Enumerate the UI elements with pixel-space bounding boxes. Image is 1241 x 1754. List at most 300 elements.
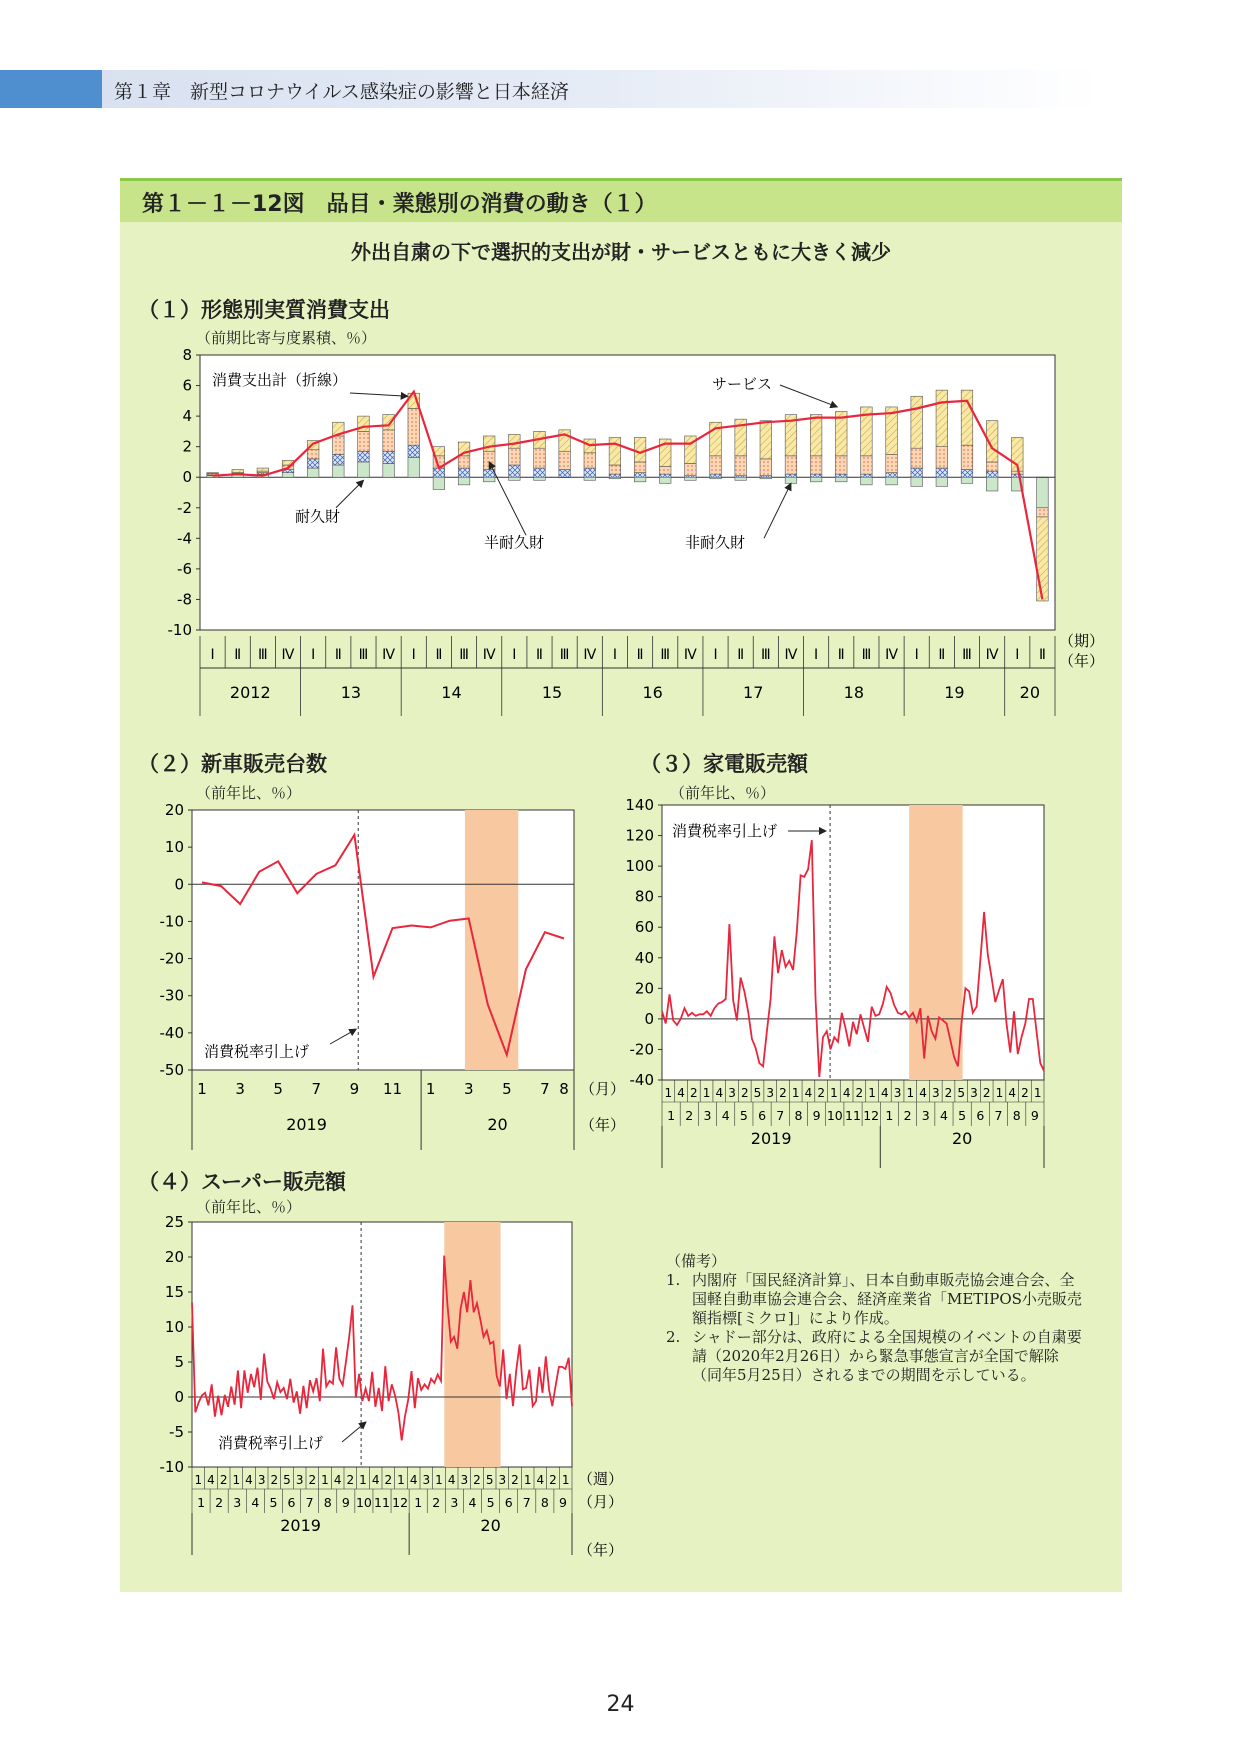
c4-week-label: 3: [295, 1473, 304, 1487]
c3-week-label: 2: [690, 1086, 698, 1100]
chart2-xtick-label: 7: [540, 1080, 550, 1098]
c4-week-label: 4: [333, 1473, 342, 1487]
chart1-bar-durable: [534, 477, 546, 480]
c3-week-label: 3: [728, 1086, 736, 1100]
chart1-quarter-label: Ⅱ: [536, 647, 543, 663]
chart1-bar-service: [810, 415, 822, 456]
chart1-bar-service: [760, 421, 772, 459]
chart1-bar-service: [609, 438, 621, 466]
c3-month-label: 3: [921, 1108, 930, 1123]
c4-month-label: 8: [323, 1495, 332, 1510]
chart1-bar-nondurable: [835, 456, 847, 474]
c4-ytick-label: -10: [159, 1458, 184, 1476]
c4-ytick-label: 10: [164, 1318, 184, 1336]
chart2-ytick-label: 10: [164, 838, 184, 857]
chart1-bar-nondurable: [936, 447, 948, 468]
c3-week-label: 4: [677, 1086, 685, 1100]
figure-title: 第１－１－12図 品目・業態別の消費の動き（１）: [142, 192, 657, 217]
chart1-label-nondurable: 非耐久財: [685, 533, 746, 552]
c4-unit-year: （年）: [578, 1541, 624, 1559]
chart1-bar-semidurable: [785, 474, 797, 477]
chart1-bar-semidurable: [333, 454, 345, 465]
c4-ytick-label: 0: [174, 1388, 184, 1406]
page-number: 24: [606, 1692, 635, 1717]
chart1-bar-service: [936, 390, 948, 447]
note-1-number: 1.: [666, 1271, 681, 1289]
chart2-annotation: 消費税率引上げ: [204, 1042, 310, 1061]
c4-week-label: 1: [523, 1473, 532, 1487]
chart1-bar-nondurable: [735, 456, 747, 476]
c4-unit-week: （週）: [578, 1470, 624, 1488]
chart1-bar-service: [559, 430, 571, 451]
note-2: [666, 1328, 1086, 1385]
chart1-bar-durable: [458, 477, 470, 485]
c4-week-label: 1: [321, 1473, 329, 1487]
c4-month-label: 4: [468, 1495, 477, 1510]
c4-month-label: 2: [215, 1495, 224, 1510]
c4-month-label: 5: [269, 1495, 278, 1510]
chart1-quarter-label: Ⅲ: [559, 647, 570, 663]
c3-week-label: 1: [868, 1086, 876, 1100]
chart1-bar-nondurable: [358, 431, 370, 451]
c3-month-label: 12: [863, 1108, 880, 1123]
c3-month-label: 4: [721, 1108, 730, 1123]
c4-week-label: 1: [561, 1473, 570, 1487]
c3-week-label: 4: [1008, 1086, 1016, 1100]
chart2-xtick-label: 1: [425, 1080, 436, 1098]
chart1-bar-nondurable: [584, 453, 596, 468]
chart1-bar-semidurable: [408, 445, 420, 457]
chart1-ytick-label: -8: [177, 590, 192, 609]
chart1-quarter-label: Ⅱ: [737, 647, 745, 663]
chart1-bar-durable: [735, 477, 747, 480]
c4-week-label: 4: [245, 1473, 253, 1487]
chart1-bar-service: [911, 396, 923, 448]
chart2-xtick-label: 11: [382, 1080, 403, 1098]
c4-year-label: 2019: [280, 1516, 321, 1535]
chart1-ytick-label: -10: [167, 621, 192, 639]
c3-week-label: 1: [1033, 1086, 1042, 1100]
c3-ytick-label: 120: [625, 826, 654, 845]
chart1-quarter-label: Ⅲ: [358, 647, 369, 663]
chart1-label-semidurable: 半耐久財: [484, 533, 545, 552]
chart2-xtick-label: 1: [197, 1080, 207, 1098]
c4-week-label: 4: [447, 1473, 456, 1487]
chart2-xtick-label: 9: [349, 1080, 360, 1098]
c4-week-label: 1: [194, 1473, 203, 1487]
c4-shade: [444, 1222, 500, 1467]
chart1-quarter-label: Ⅳ: [482, 647, 496, 663]
chart1-quarter-label: Ⅰ: [311, 647, 316, 663]
chart1-year-label: 13: [340, 683, 362, 702]
chart4-svg: [130, 1210, 630, 1590]
chart1-bar-nondurable: [1011, 471, 1023, 474]
chart2-ytick-label: -20: [159, 949, 184, 968]
chart1-bar-semidurable: [861, 474, 873, 477]
chart1-quarter-label: Ⅰ: [612, 647, 617, 663]
chart1-bar-semidurable: [584, 468, 596, 477]
chart2-year-label: 2019: [286, 1115, 327, 1134]
c4-week-label: 2: [308, 1473, 317, 1487]
chart1-year-label: 14: [441, 683, 462, 702]
chart1-bar-nondurable: [634, 462, 646, 473]
c4-week-label: 2: [270, 1473, 279, 1487]
c4-week-label: 5: [485, 1473, 494, 1487]
chart1-bar-semidurable: [986, 471, 998, 477]
chart1-bar-semidurable: [1037, 477, 1049, 478]
chart1-bar-semidurable: [559, 470, 571, 478]
chart1-quarter-label: Ⅱ: [435, 647, 443, 663]
chart2-ytick-label: -40: [159, 1023, 184, 1042]
chart1-bar-semidurable: [1011, 474, 1023, 477]
chart4-yunit: （前年比、％）: [196, 1198, 302, 1216]
c4-week-label: 2: [473, 1473, 481, 1487]
c3-week-label: 4: [919, 1086, 927, 1100]
c4-week-label: 2: [346, 1473, 355, 1487]
chart2-xtick-label: 8: [559, 1080, 569, 1098]
chart1-bar-nondurable: [383, 430, 395, 451]
c4-month-label: 2: [432, 1495, 441, 1510]
chapter-title: 第１章 新型コロナウイルス感染症の影響と日本経済: [114, 81, 569, 103]
c4-month-label: 1: [197, 1495, 206, 1510]
chart1-quarter-label: Ⅲ: [760, 647, 771, 663]
c4-month-label: 8: [540, 1495, 549, 1510]
c3-week-label: 1: [702, 1086, 711, 1100]
chart1-bar-semidurable: [810, 474, 822, 477]
c4-week-label: 2: [384, 1473, 393, 1487]
chart1-bar-semidurable: [307, 459, 319, 468]
chart1-quarter-label: Ⅰ: [210, 647, 215, 663]
chart1-quarter-label: Ⅲ: [459, 647, 469, 663]
chart1-quarter-label: Ⅱ: [837, 647, 845, 663]
chart1-bar-semidurable: [936, 468, 948, 477]
chart1-ytick-label: -2: [177, 498, 192, 517]
c3-ytick-label: 100: [625, 857, 654, 876]
c4-ytick-label: 25: [164, 1213, 184, 1231]
chart1-bar-durable: [1037, 477, 1049, 508]
c3-annotation: 消費税率引上げ: [672, 822, 778, 840]
chart1-quarter-label: Ⅳ: [281, 647, 295, 663]
c4-week-label: 1: [397, 1473, 405, 1487]
chart1-bar-durable: [785, 477, 797, 483]
c3-ytick-label: 80: [634, 887, 654, 906]
chart1-year-label: 19: [944, 683, 965, 702]
chart1-bar-durable: [810, 477, 822, 482]
c3-month-label: 6: [758, 1108, 767, 1123]
chart1-bar-semidurable: [358, 451, 370, 462]
chart1-bar-durable: [685, 477, 697, 480]
chart1-bar-semidurable: [433, 468, 445, 477]
c3-week-label: 4: [881, 1086, 889, 1100]
notes-title: （備考）: [666, 1252, 727, 1270]
c4-month-label: 3: [450, 1495, 459, 1510]
c3-week-label: 2: [740, 1086, 749, 1100]
chart1-quarter-label: Ⅳ: [784, 647, 798, 663]
chart2-xtick-label: 3: [463, 1080, 474, 1098]
chart1-bar-service: [483, 436, 495, 451]
c3-week-label: 2: [855, 1086, 864, 1100]
chart1-bar-nondurable: [509, 448, 521, 465]
c4-week-label: 2: [549, 1473, 557, 1487]
c3-year-label: 20: [951, 1129, 973, 1148]
chart2-ytick-label: -50: [159, 1061, 184, 1079]
c3-week-label: 4: [715, 1086, 724, 1100]
c3-month-label: 2: [903, 1108, 912, 1123]
chart1-bar-nondurable: [986, 462, 998, 471]
chart1-ytick-label: 2: [182, 437, 192, 456]
chart1-bar-durable: [911, 477, 923, 486]
c3-month-label: 2: [685, 1108, 694, 1123]
c3-ytick-label: 0: [644, 1009, 654, 1028]
c3-month-label: 5: [958, 1108, 967, 1123]
c4-ytick-label: 5: [174, 1353, 184, 1371]
chart1-ytick-label: -4: [177, 529, 192, 548]
c4-week-label: 3: [460, 1473, 469, 1487]
c3-month-label: 5: [739, 1108, 748, 1123]
chart1-bar-durable: [509, 477, 521, 480]
c4-week-label: 1: [435, 1473, 443, 1487]
c3-week-label: 3: [970, 1086, 978, 1100]
chart1-quarter-label: Ⅲ: [962, 647, 972, 663]
chart1-quarter-label: Ⅱ: [938, 647, 946, 663]
chart1-bar-nondurable: [760, 459, 772, 476]
c3-week-label: 1: [830, 1086, 838, 1100]
chart1-label-service: サービス: [712, 375, 773, 393]
chart1-label-durable: 耐久財: [295, 507, 341, 526]
chart1-bar-nondurable: [659, 467, 671, 475]
chart1-bar-semidurable: [961, 470, 973, 478]
c4-month-label: 5: [486, 1495, 495, 1510]
chart3-title: （３）家電販売額: [640, 752, 808, 776]
chart1-bar-durable: [584, 477, 596, 480]
chart1-bar-nondurable: [911, 448, 923, 468]
chart2-xtick-label: 5: [502, 1080, 512, 1098]
note-2-text: シャドー部分は、政府による全国規模のイベントの自粛要請（2020年2月26日）から緊急事態宣言が全国で解除（同年5月25日）されるまでの期間を示している。: [692, 1328, 1082, 1384]
chart1-year-label: 20: [1019, 683, 1041, 702]
c3-week-label: 5: [753, 1086, 762, 1100]
note-1: [666, 1271, 1086, 1328]
chart2-ytick-label: -10: [159, 912, 184, 931]
chart1-bar-nondurable: [710, 456, 722, 474]
chart1-bar-durable: [936, 477, 948, 486]
chart1-title: （１）形態別実質消費支出: [138, 298, 390, 322]
chart1-bar-nondurable: [685, 463, 697, 475]
c3-week-label: 3: [766, 1086, 775, 1100]
chart1-bar-durable: [659, 477, 671, 483]
chart2-year-label: 20: [487, 1115, 508, 1134]
chart1-bar-semidurable: [710, 474, 722, 477]
c3-month-label: 11: [845, 1108, 861, 1123]
chart1-quarter-label: Ⅱ: [234, 647, 242, 663]
chart1-label-total: 消費支出計（折線）: [212, 371, 348, 389]
c3-month-label: 4: [939, 1108, 948, 1123]
chart1-bar-durable: [358, 462, 370, 477]
chart1-quarter-label: Ⅳ: [985, 647, 999, 663]
chart1-bar-semidurable: [911, 468, 923, 477]
chart1-ytick-label: 6: [182, 376, 192, 395]
c3-ytick-label: 60: [634, 918, 654, 937]
c3-month-label: 6: [976, 1108, 985, 1123]
c4-week-label: 4: [536, 1473, 545, 1487]
c3-month-label: 10: [826, 1108, 843, 1123]
c4-week-label: 2: [219, 1473, 228, 1487]
chart2-yunit: （前年比、％）: [196, 784, 302, 802]
c3-ytick-label: 20: [634, 979, 654, 998]
chart1-yunit: （前期比寄与度累積、％）: [196, 329, 377, 347]
figure-subtitle: 外出自粛の下で選択的支出が財・サービスともに大きく減少: [351, 240, 891, 264]
chart3-svg: [620, 795, 1110, 1195]
c3-week-label: 1: [664, 1086, 673, 1100]
chart1-quarter-label: Ⅱ: [636, 647, 644, 663]
chart1-bar-durable: [861, 477, 873, 485]
c3-week-label: 3: [893, 1086, 902, 1100]
chart1-bar-durable: [483, 477, 495, 482]
chart3-yunit: （前年比、％）: [670, 784, 776, 802]
chart1-bar-nondurable: [1037, 508, 1049, 517]
c4-month-label: 10: [355, 1495, 372, 1510]
c3-ytick-label: 140: [625, 796, 654, 814]
c3-ytick-label: 40: [634, 948, 654, 967]
chart1-bar-nondurable: [333, 436, 345, 454]
chart1-svg: [130, 340, 1110, 730]
c3-month-label: 9: [812, 1108, 821, 1123]
chart1-bar-semidurable: [383, 451, 395, 463]
c3-week-label: 3: [931, 1086, 940, 1100]
c4-month-label: 4: [251, 1495, 260, 1510]
chart1-bar-durable: [986, 477, 998, 491]
c4-month-label: 7: [305, 1495, 314, 1510]
chart1-bar-semidurable: [634, 473, 646, 478]
chart1-plot-area: [200, 355, 1055, 630]
chart1-bar-durable: [634, 477, 646, 482]
chart1-year-label: 18: [843, 683, 865, 702]
chart1-quarter-label: Ⅲ: [660, 647, 671, 663]
chart1-x-unit-period: （期）: [1059, 632, 1105, 650]
chart1-quarter-label: Ⅰ: [914, 647, 919, 663]
chart1-x-unit-year: （年）: [1059, 652, 1105, 670]
c4-annotation: 消費税率引上げ: [218, 1434, 324, 1452]
chart1-bar-service: [207, 473, 219, 474]
c3-month-label: 3: [703, 1108, 712, 1123]
chart1-quarter-label: Ⅰ: [411, 647, 416, 663]
header-accent-bar: [0, 70, 102, 108]
chart2-xtick-label: 5: [273, 1080, 283, 1098]
c3-week-label: 4: [842, 1086, 851, 1100]
c4-week-label: 5: [283, 1473, 291, 1487]
chart1-ytick-label: -6: [177, 559, 192, 578]
c4-week-label: 4: [207, 1473, 215, 1487]
c3-month-label: 8: [794, 1108, 803, 1123]
note-1-text: 内閣府「国民経済計算」、日本自動車販売協会連合会、全国軽自動車協会連合会、経済産業省「METIPOS小売販売額指標[ミクロ]」により作成。: [692, 1271, 1082, 1327]
c3-week-label: 2: [944, 1086, 953, 1100]
chart1-bar-durable: [835, 477, 847, 482]
chart1-bar-durable: [433, 477, 445, 489]
chart1-bar-semidurable: [835, 474, 847, 477]
chart1-bar-durable: [408, 457, 420, 477]
chart1-bar-nondurable: [810, 456, 822, 474]
chart1-quarter-label: Ⅱ: [334, 647, 342, 663]
c4-week-label: 4: [409, 1473, 418, 1487]
c3-week-label: 2: [982, 1086, 991, 1100]
chart1-ytick-label: 4: [182, 407, 192, 426]
chart1-bar-service: [1037, 517, 1049, 601]
chart1-bar-service: [509, 434, 521, 448]
chart4-title: （４）スーパー販売額: [138, 1170, 346, 1194]
chart1-bar-nondurable: [408, 408, 420, 445]
c4-month-label: 9: [558, 1495, 567, 1510]
chart1-year-label: 17: [743, 683, 764, 702]
chart1-bar-service: [257, 468, 269, 471]
chart1-quarter-label: Ⅲ: [258, 647, 268, 663]
c3-week-label: 5: [957, 1086, 966, 1100]
chart1-bar-semidurable: [509, 465, 521, 477]
c3-week-label: 1: [791, 1086, 800, 1100]
chart1-quarter-label: Ⅰ: [713, 647, 718, 663]
chart2-svg: [130, 795, 630, 1155]
chart1-ytick-label: 8: [182, 346, 192, 364]
chart1-ytick-label: 0: [182, 468, 192, 487]
c3-ytick-label: -20: [629, 1040, 654, 1059]
chart1-quarter-label: Ⅰ: [512, 647, 517, 663]
c3-month-label: 7: [776, 1108, 785, 1123]
chart1-bar-service: [634, 438, 646, 462]
chart1-bar-semidurable: [659, 474, 671, 477]
chart2-title: （２）新車販売台数: [138, 752, 327, 776]
c3-month-label: 9: [1030, 1108, 1039, 1123]
chart1-bar-service: [961, 390, 973, 445]
chart1-bar-service: [232, 470, 244, 473]
chart1-quarter-label: Ⅰ: [1015, 647, 1020, 663]
c3-week-label: 2: [779, 1086, 787, 1100]
chart1-bar-durable: [282, 473, 294, 478]
chart1-bar-service: [383, 415, 395, 430]
c4-week-label: 1: [359, 1473, 367, 1487]
chart1-quarter-label: Ⅲ: [861, 647, 872, 663]
chart1-bar-nondurable: [559, 451, 571, 469]
chart1-bar-nondurable: [961, 445, 973, 469]
chart1-bar-nondurable: [307, 450, 319, 459]
c4-month-label: 11: [374, 1495, 390, 1510]
c4-ytick-label: 15: [164, 1283, 184, 1301]
c4-week-label: 3: [422, 1473, 431, 1487]
chart2-xtick-label: 7: [311, 1080, 322, 1098]
chart1-bar-nondurable: [861, 456, 873, 474]
c4-week-label: 1: [232, 1473, 241, 1487]
chart1-year-label: 15: [541, 683, 563, 702]
notes: [666, 1252, 1086, 1385]
chart1-bar-durable: [307, 468, 319, 477]
chart1-bar-nondurable: [534, 448, 546, 468]
chart1-year-label: 2012: [229, 683, 271, 702]
c3-month-label: 1: [885, 1108, 894, 1123]
chart1-bar-nondurable: [785, 456, 797, 474]
c3-week-label: 1: [995, 1086, 1004, 1100]
c4-plot-area: [192, 1222, 572, 1467]
c4-week-label: 2: [511, 1473, 519, 1487]
c3-week-label: 4: [804, 1086, 813, 1100]
chart2-ytick-label: -30: [159, 986, 184, 1005]
c3-week-label: 1: [906, 1086, 915, 1100]
c4-month-label: 6: [287, 1495, 296, 1510]
chart1-bar-semidurable: [886, 473, 898, 478]
chart1-quarter-label: Ⅳ: [382, 647, 396, 663]
chart1-quarter-label: Ⅰ: [814, 647, 819, 663]
c3-ytick-label: -40: [629, 1071, 654, 1089]
c3-week-label: 2: [1021, 1086, 1029, 1100]
c4-ytick-label: 20: [164, 1248, 184, 1266]
chart1-bar-semidurable: [609, 474, 621, 477]
chart1-quarter-label: Ⅳ: [583, 647, 597, 663]
